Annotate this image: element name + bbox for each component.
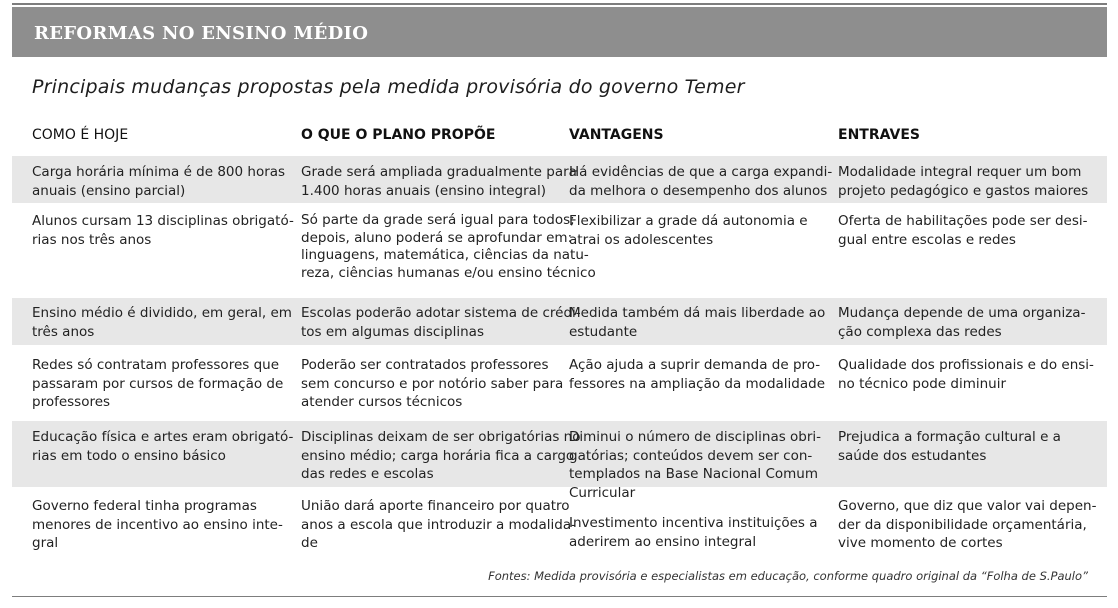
table-row: [12, 203, 1107, 298]
page-title: REFORMAS NO ENSINO MÉDIO: [34, 23, 369, 44]
cell-como-e-hoje: Redes só contratam professores que passaram por cursos de formação de professores: [32, 357, 284, 410]
column-header-como-e-hoje: COMO É HOJE: [32, 127, 129, 143]
table-row: [12, 345, 1107, 421]
cell-vantagens: Flexibilizar a grade dá autonomia e atrai os adolescentes: [569, 213, 808, 248]
cell-entraves: Governo, que diz que valor vai depen- der da disponibilidade orçamentária, vive momento de cortes: [838, 498, 1097, 551]
cell-entraves: Oferta de habilitações pode ser desi- gual entre escolas e redes: [838, 213, 1088, 248]
cell-entraves: Prejudica a formação cultural e a saúde dos estudantes: [838, 429, 1061, 464]
cell-vantagens: Ação ajuda a suprir demanda de pro- fessores na ampliação da modalidade: [569, 357, 826, 392]
cell-o-que-o-plano-propoe: Grade será ampliada gradualmente para 1.400 horas anuais (ensino integral): [301, 164, 577, 199]
table-row: [12, 421, 1107, 501]
table-row: [12, 298, 1107, 345]
cell-vantagens: Medida também dá mais liberdade ao estudante: [569, 305, 826, 340]
column-header-o-que-o-plano-propoe: O QUE O PLANO PROPÕE: [301, 127, 496, 143]
cell-entraves: Modalidade integral requer um bom projeto pedagógico e gastos maiores: [838, 164, 1089, 199]
cell-vantagens: Diminui o número de disciplinas obri- gatórias; conteúdos devem ser con- templados na Base Nacional Comum Curricular: [569, 429, 822, 501]
cell-entraves: Mudança depende de uma organiza- ção complexa das redes: [838, 305, 1086, 340]
cell-entraves: Qualidade dos profissionais e do ensi- no técnico pode diminuir: [838, 357, 1094, 392]
column-header-entraves: ENTRAVES: [838, 127, 920, 143]
cell-como-e-hoje: Ensino médio é dividido, em geral, em três anos: [32, 305, 292, 340]
table-row: [12, 156, 1107, 203]
subtitle: Principais mudanças propostas pela medida provisória do governo Temer: [32, 76, 745, 98]
column-header-vantagens: VANTAGENS: [569, 127, 664, 143]
cell-o-que-o-plano-propoe: Só parte da grade será igual para todos; depois, aluno poderá se aprofundar em: linguagens, matemática, ciências da natu- reza, ciências humanas e/ou ensino técnico: [301, 212, 596, 281]
table-row: [12, 487, 1107, 561]
top-rule: [12, 3, 1107, 5]
cell-o-que-o-plano-propoe: Disciplinas deixam de ser obrigatórias no ensino médio; carga horária fica a cargo das redes e escolas: [301, 429, 581, 482]
title-banner: [12, 7, 1107, 57]
cell-o-que-o-plano-propoe: União dará aporte financeiro por quatro anos a escola que introduzir a modalida- de: [301, 498, 576, 551]
cell-como-e-hoje: Carga horária mínima é de 800 horas anuais (ensino parcial): [32, 164, 286, 199]
bottom-rule: [12, 596, 1107, 597]
cell-o-que-o-plano-propoe: Escolas poderão adotar sistema de crédi- tos em algumas disciplinas: [301, 305, 581, 340]
cell-vantagens: Há evidências de que a carga expandi- da melhora o desempenho dos alunos: [569, 164, 833, 199]
cell-o-que-o-plano-propoe: Poderão ser contratados professores sem concurso e por notório saber para atender cursos técnicos: [301, 357, 564, 410]
cell-como-e-hoje: Governo federal tinha programas menores de incentivo ao ensino inte- gral: [32, 498, 283, 551]
source-note: Fontes: Medida provisória e especialistas em educação, conforme quadro original da “Folha de S.Paulo”: [488, 569, 1088, 583]
cell-vantagens: Investimento incentiva instituições a aderirem ao ensino integral: [569, 515, 818, 550]
cell-como-e-hoje: Educação física e artes eram obrigató- rias em todo o ensino básico: [32, 429, 294, 464]
cell-como-e-hoje: Alunos cursam 13 disciplinas obrigató- rias nos três anos: [32, 213, 294, 248]
